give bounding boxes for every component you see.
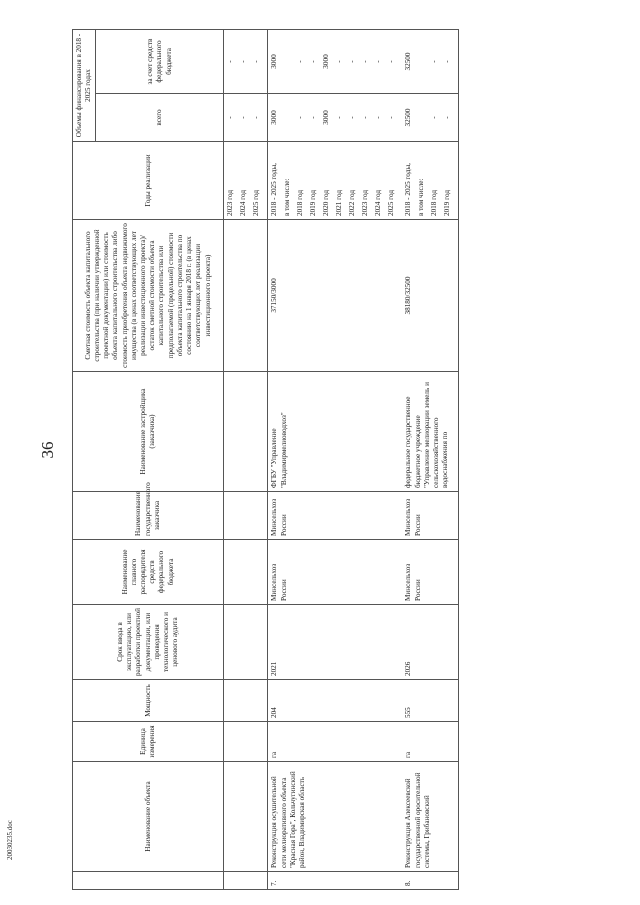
unit: га bbox=[402, 722, 459, 762]
cell-federal: - - - bbox=[224, 30, 268, 94]
cell-federal: 32500 - - bbox=[402, 30, 459, 94]
row-number: 7. bbox=[268, 872, 403, 890]
unit: га bbox=[268, 722, 403, 762]
budget-manager: Минсельхоз России bbox=[402, 540, 459, 605]
col-implementation-years: Годы реализации bbox=[73, 142, 224, 220]
col-unit: Единица измерения bbox=[73, 722, 224, 762]
cell-total: 32500 - - bbox=[402, 94, 459, 142]
cell-years: 2018 - 2025 годы, в том числе: 2018 год 2019 год 2020 год 2021 год 2022 год 2023 год 2024 год 2025 год bbox=[268, 142, 403, 220]
state-customer: Минсельхоз России bbox=[402, 492, 459, 540]
deadline: 2021 bbox=[268, 605, 403, 680]
cell-total: 3000 - - 3000 - - - - - bbox=[268, 94, 403, 142]
object-name: Реконструкция Алексеевской государственной оросительной системы, Грибановский bbox=[402, 762, 459, 872]
cell-years: 2018 - 2025 годы, в том числе: 2018 год 2019 год bbox=[402, 142, 459, 220]
col-number bbox=[73, 872, 224, 890]
table-row-continued bbox=[224, 30, 268, 890]
rotated-table-container bbox=[72, 30, 617, 890]
row-number: 8. bbox=[402, 872, 459, 890]
col-state-customer: Наименование государственного заказчика bbox=[73, 492, 224, 540]
table-row bbox=[402, 30, 459, 890]
state-customer: Минсельхоз России bbox=[268, 492, 403, 540]
col-funding-federal: за счет средств федерального бюджета bbox=[96, 30, 224, 94]
col-budget-manager: Наименование главного распорядителя средств федерального бюджета bbox=[73, 540, 224, 605]
col-developer: Наименование застройщика (заказчика) bbox=[73, 372, 224, 492]
investment-objects-table bbox=[72, 29, 459, 890]
cell-years: 2023 год 2024 год 2025 год bbox=[224, 142, 268, 220]
page-number: 36 bbox=[38, 441, 57, 459]
col-estimated-cost: Сметная стоимость объекта капитального строительства (при наличии утвержденной проектной документации) или стоимость объекта капитального строительства либо стоимость приобретения объекта недвижимого имущества (в ценах соответствующих лет реализации инвестиционного проекта)/ остаток сметной стоимости объекта капитального строительства или предполагаемой (предельной) стоимости объекта капитального строительства по состоянию на 1 января 2018 г. (в ценах соответствующих лет реализации инвестиционного проекта) bbox=[73, 220, 224, 372]
developer: ФГБУ "Управление "Владимирмелиоводхоз" bbox=[268, 372, 403, 492]
col-funding-group: Объемы финансирования в 2018 - 2025 годах bbox=[73, 30, 96, 142]
document-code: 20030235.doc bbox=[6, 820, 14, 860]
object-name: Реконструкция осушительной сети мелиоративного объекта "Красная Гора", Кольчугинский район, Владимирская область bbox=[268, 762, 403, 872]
capacity: 555 bbox=[402, 680, 459, 722]
cell-total: - - - bbox=[224, 94, 268, 142]
col-capacity: Мощность bbox=[73, 680, 224, 722]
table-row bbox=[268, 30, 403, 890]
deadline: 2026 bbox=[402, 605, 459, 680]
col-funding-total: всего bbox=[96, 94, 224, 142]
cell-federal: 3000 - - 3000 - - - - - bbox=[268, 30, 403, 94]
budget-manager: Минсельхоз России bbox=[268, 540, 403, 605]
estimated-cost: 38180/32500 bbox=[402, 220, 459, 372]
col-deadline: Срок ввода в эксплуатацию, или разработки проектной документации, или проведения технологического и ценового аудита bbox=[73, 605, 224, 680]
col-object-name: Наименование объекта bbox=[73, 762, 224, 872]
developer: федеральное государственное бюджетное учреждение "Управление мелиорации земель и сельскохозяйственного водоснабжения по bbox=[402, 372, 459, 492]
capacity: 204 bbox=[268, 680, 403, 722]
estimated-cost: 37150/3000 bbox=[268, 220, 403, 372]
